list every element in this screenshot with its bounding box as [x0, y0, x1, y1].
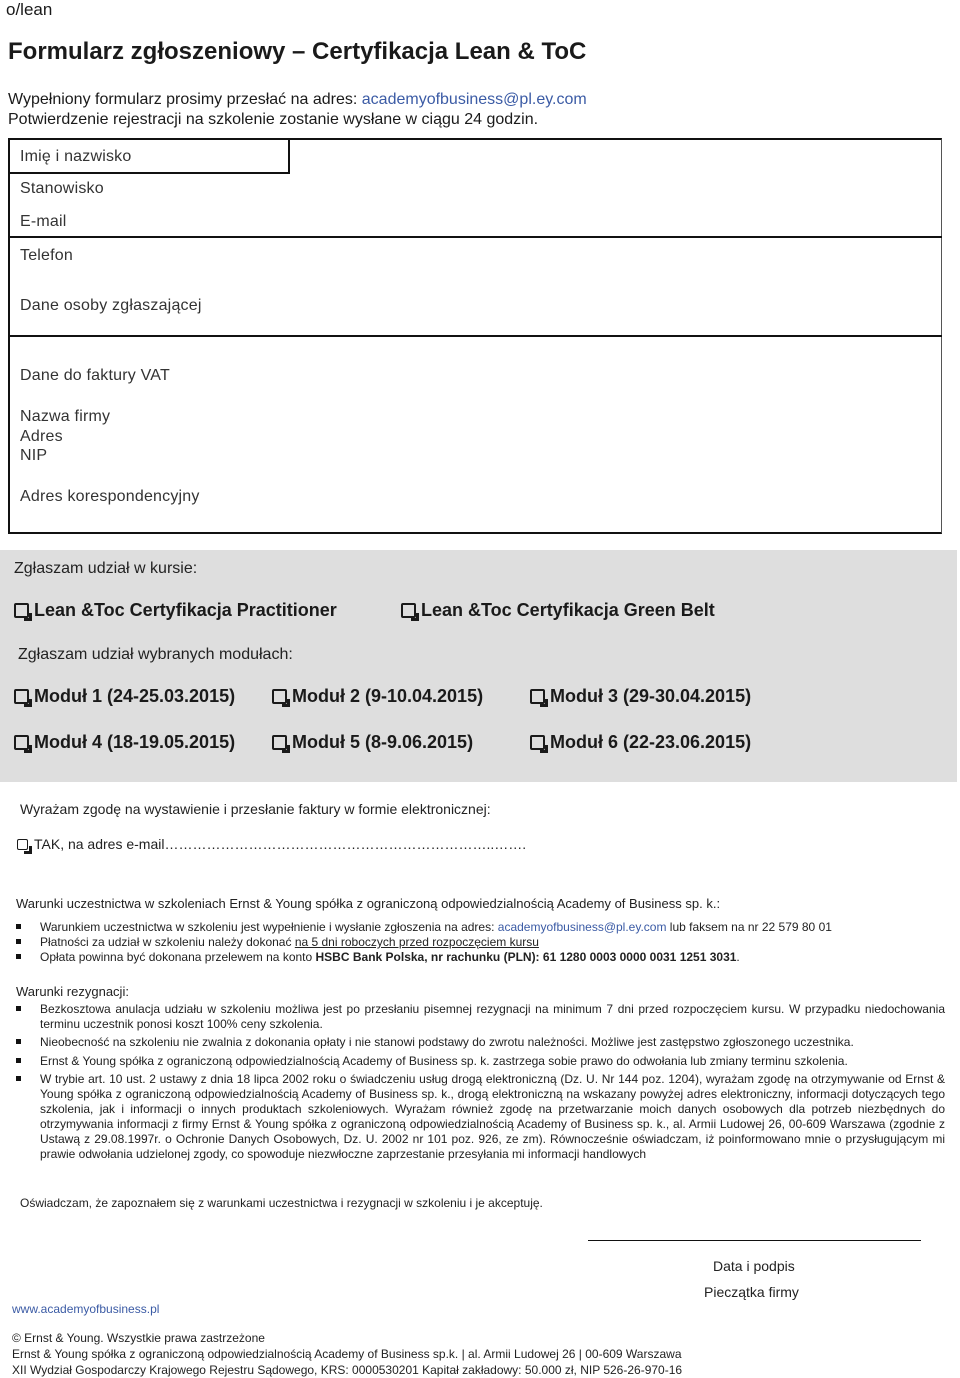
checkbox-icon[interactable] [14, 603, 29, 618]
corr-address-field-label: Adres korespondencyjny [20, 488, 200, 505]
module-option-2[interactable] [272, 686, 483, 707]
position-field-label: Stanowisko [20, 180, 104, 197]
registration-form-table [8, 138, 942, 534]
phone-field-label: Telefon [20, 247, 73, 264]
terms-email-link[interactable]: academyofbusiness@pl.ey.com [497, 920, 667, 934]
tak-email-option[interactable] [17, 836, 526, 852]
company-address-text: Ernst & Young spółka z ograniczoną odpowiedzialnością Academy of Business sp.k. | al. Armii Ludowej 26 | 00-609 Warszawa [12, 1347, 682, 1361]
module-label: Moduł 5 (8-9.06.2015) [292, 732, 474, 752]
checkbox-icon[interactable] [401, 603, 416, 618]
cancellation-item-1: Bezkosztowa anulacja udziału w szkoleniu możliwa jest po przesłaniu pisemnej rezygnacji na minimum 7 dni przed rozpoczęciem kursu. W przypadku niedochowania terminu uczestnik ponosi koszt 100% ceny szkolenia. [40, 1002, 945, 1031]
bullet-icon [16, 1006, 21, 1011]
bullet-icon [16, 1076, 21, 1081]
signature-line [588, 1240, 921, 1241]
checkbox-icon[interactable] [530, 735, 545, 750]
module-option-3[interactable] [530, 686, 751, 707]
checkbox-icon[interactable] [530, 689, 545, 704]
table-column-divider [288, 140, 290, 174]
terms-item-text: lub faksem na nr 22 579 80 01 [666, 920, 832, 934]
terms-item-2 [40, 935, 945, 950]
table-divider [10, 172, 288, 174]
checkbox-icon[interactable] [17, 839, 28, 850]
module-option-5[interactable] [272, 732, 473, 753]
checkbox-icon[interactable] [14, 735, 29, 750]
invoice-consent-text: Wyrażam zgodę na wystawienie i przesłanie faktury w formie elektronicznej: [20, 801, 491, 817]
invoice-field-label: Dane do faktury VAT [20, 367, 170, 384]
copyright-text: © Ernst & Young. Wszystkie prawa zastrzeżone [12, 1331, 265, 1345]
terms-item-3 [40, 950, 945, 965]
bullet-icon [16, 954, 21, 959]
terms-item-text: Płatności za udział w szkoleniu należy dokonać [40, 935, 295, 949]
page-title: Formularz zgłoszeniowy – Certyfikacja Lean & ToC [8, 38, 587, 65]
cancellation-item-2: Nieobecność na szkoleniu nie zwalnia z dokonania opłaty i nie stanowi podstawy do zwrotu należności. Możliwe jest zastępstwo zgłoszonego uczestnika. [40, 1035, 854, 1049]
terms-item-1 [40, 920, 945, 935]
intro-email-link[interactable]: academyofbusiness@pl.ey.com [361, 91, 587, 108]
declaration-text: Oświadczam, że zapoznałem się z warunkami uczestnictwa i rezygnacji w szkoleniu i je akceptuję. [20, 1196, 543, 1210]
bullet-icon [16, 1039, 21, 1044]
practitioner-option[interactable] [14, 600, 337, 621]
company-stamp-label: Pieczątka firmy [704, 1284, 799, 1300]
bank-account: HSBC Bank Polska, nr rachunku (PLN): 61 1280 0003 0000 0031 1251 3031 [315, 950, 737, 964]
cancellation-item-4: W trybie art. 10 ust. 2 ustawy z dnia 18 lipca 2002 roku o świadczeniu usług drogą elektroniczną (Dz. U. Nr 144 poz. 1204), wyrażam zgodę na otrzymywanie od Ernst & Young spółka z ograniczoną odpowiedzialnością Academy of Business sp. k., drogą elektroniczną na wskazany powyżej adres elektroniczny, informacji dotyczących tego szkolenia, jak i informacji o innych produktach szkoleniowych. Wyrażam również zgodę na przetwarzanie moich danych osobowych dla potrzeb niezbędnych do otrzymywania informacji z firmy Ernst & Young spółka z ograniczoną odpowiedzialnością Academy of Business sp. k., al. Armii Ludowej 26, 00-609 Warszawa (zgodnie z Ustawą z 29.08.1997r. o Ochronie Danych Osobowych, Dz. U. 2002 nr 101 poz. 926, ze zm). Równocześnie oświadczam, iż poinformowano mnie o przysługującym mi prawie odwołania udzielonej zgody, co spowoduje niezwłoczne zaprzestanie przesyłania mi informacji handlowych [40, 1072, 945, 1161]
cancellation-heading: Warunki rezygnacji: [16, 984, 129, 999]
module-label: Moduł 2 (9-10.04.2015) [292, 686, 484, 706]
name-field-label: Imię i nazwisko [20, 148, 132, 165]
nip-field-label: NIP [20, 447, 48, 464]
intro-text: Wypełniony formularz prosimy przesłać na adres: [8, 91, 362, 108]
website-link[interactable]: www.academyofbusiness.pl [12, 1302, 160, 1316]
module-label: Moduł 6 (22-23.06.2015) [550, 732, 752, 752]
table-divider [10, 236, 942, 238]
module-option-4[interactable] [14, 732, 235, 753]
bullet-icon [16, 939, 21, 944]
bullet-icon [16, 1058, 21, 1063]
date-signature-label: Data i podpis [713, 1258, 795, 1274]
module-label: Moduł 3 (29-30.04.2015) [550, 686, 752, 706]
intro-line-2: Potwierdzenie rejestracji na szkolenie zostanie wysłane w ciągu 24 godzin. [8, 111, 539, 128]
bullet-icon [16, 924, 21, 929]
module-label: Moduł 1 (24-25.03.2015) [34, 686, 236, 706]
cancellation-item-3: Ernst & Young spółka z ograniczoną odpowiedzialnością Academy of Business sp. k. zastrzega sobie prawo do odwołania lub zmiany terminu szkolenia. [40, 1054, 848, 1068]
checkbox-icon[interactable] [272, 735, 287, 750]
terms-item-text: Warunkiem uczestnictwa w szkoleniu jest wypełnienie i wysłanie zgłoszenia na adres: [40, 920, 498, 934]
tak-email-label: TAK, na adres e-mail……………………………………………………………..……. [34, 836, 527, 852]
checkbox-icon[interactable] [272, 689, 287, 704]
module-option-1[interactable] [14, 686, 235, 707]
module-option-6[interactable] [530, 732, 751, 753]
table-divider [10, 335, 942, 337]
checkbox-icon[interactable] [14, 689, 29, 704]
practitioner-label: Lean &Toc Certyfikacja Practitioner [34, 600, 337, 620]
terms-item-underlined: na 5 dni roboczych przed rozpoczęciem kursu [294, 935, 539, 949]
terms-heading: Warunki uczestnictwa w szkoleniach Ernst & Young spółka z ograniczoną odpowiedzialnością Academy of Business sp. k.: [16, 896, 721, 911]
green-belt-label: Lean &Toc Certyfikacja Green Belt [421, 600, 715, 620]
terms-item-text: . [736, 950, 740, 964]
modules-label: Zgłaszam udział wybranych modułach: [18, 646, 293, 663]
green-belt-option[interactable] [401, 600, 715, 621]
terms-item-text: Opłata powinna być dokonana przelewem na konto [40, 950, 316, 964]
course-selection-panel [0, 550, 957, 782]
intro-line-1 [8, 90, 587, 109]
address-field-label: Adres [20, 428, 63, 445]
submitter-field-label: Dane osoby zgłaszającej [20, 297, 202, 314]
registry-text: XII Wydział Gospodarczy Krajowego Rejestru Sądowego, KRS: 0000530201 Kapitał zakładowy: 50.000 zł, NIP 526-26-970-16 [12, 1363, 683, 1377]
course-label: Zgłaszam udział w kursie: [14, 560, 198, 577]
email-field-label: E-mail [20, 213, 67, 230]
brand-fragment: o/lean [6, 0, 53, 19]
company-field-label: Nazwa firmy [20, 408, 111, 425]
module-label: Moduł 4 (18-19.05.2015) [34, 732, 236, 752]
